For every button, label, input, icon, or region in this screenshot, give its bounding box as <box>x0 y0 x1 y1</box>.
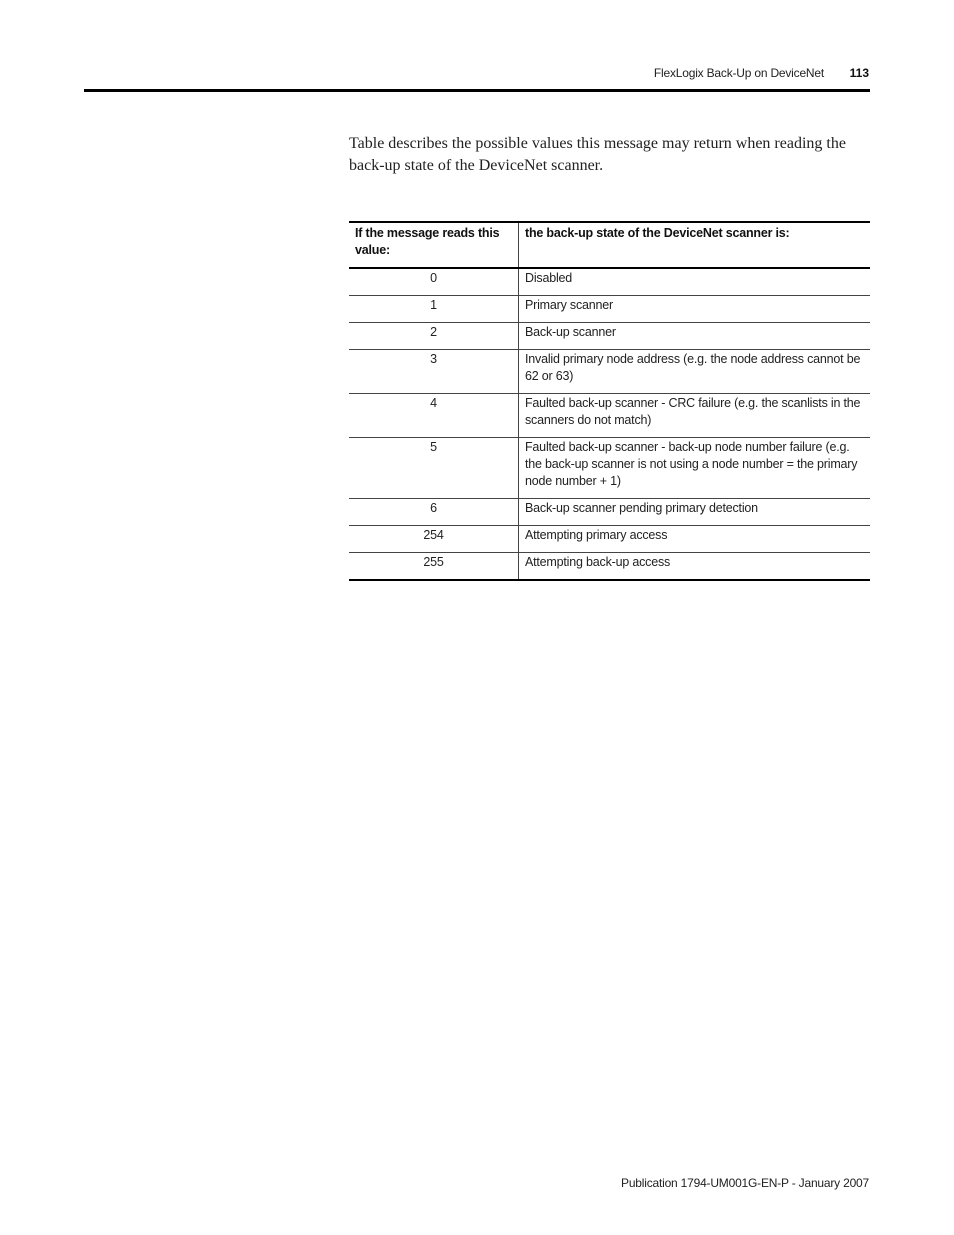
row-state: Disabled <box>525 271 573 285</box>
table-header-row <box>349 222 870 268</box>
row-value: 255 <box>349 553 519 581</box>
running-header-title: FlexLogix Back-Up on DeviceNet <box>653 66 824 80</box>
row-state: Back-up scanner pending primary detection <box>519 499 871 526</box>
column-header-value: If the message reads this value: <box>349 222 519 268</box>
header-rule <box>84 89 870 92</box>
table-row <box>349 499 870 526</box>
row-value: 254 <box>349 526 519 553</box>
row-state: Primary scanner <box>519 296 871 323</box>
table-row <box>349 268 870 296</box>
publication-footer: Publication 1794-UM001G-EN-P - January 2007 <box>621 1176 869 1190</box>
row-value: 5 <box>349 438 519 499</box>
table-row <box>349 526 870 553</box>
row-value: 3 <box>349 350 519 394</box>
row-value: 4 <box>349 394 519 438</box>
table-row <box>349 553 870 581</box>
row-value: 6 <box>349 499 519 526</box>
table-row <box>349 438 870 499</box>
row-value: 0 <box>349 268 519 296</box>
row-value: 2 <box>349 323 519 350</box>
backup-state-table <box>349 221 870 581</box>
row-state: Faulted back-up scanner - back-up node number failure (e.g. the back-up scanner is not using a node number = the primary node number + 1) <box>519 438 871 499</box>
table-row <box>349 350 870 394</box>
row-state: Faulted back-up scanner - CRC failure (e.g. the scanlists in the scanners do not match) <box>519 394 871 438</box>
page-number: 113 <box>849 66 869 80</box>
column-header-state: the back-up state of the DeviceNet scanner is: <box>519 222 871 268</box>
table-row <box>349 323 870 350</box>
row-state: Attempting back-up access <box>519 553 871 581</box>
row-state: Back-up scanner <box>519 323 871 350</box>
table-row <box>349 296 870 323</box>
row-state: Invalid primary node address (e.g. the node address cannot be 62 or 63) <box>519 350 871 394</box>
row-state: Attempting primary access <box>519 526 871 553</box>
intro-paragraph: Table describes the possible values this message may return when reading the back-up state of the DeviceNet scanner. <box>349 135 846 174</box>
row-value: 1 <box>349 296 519 323</box>
table-row <box>349 394 870 438</box>
